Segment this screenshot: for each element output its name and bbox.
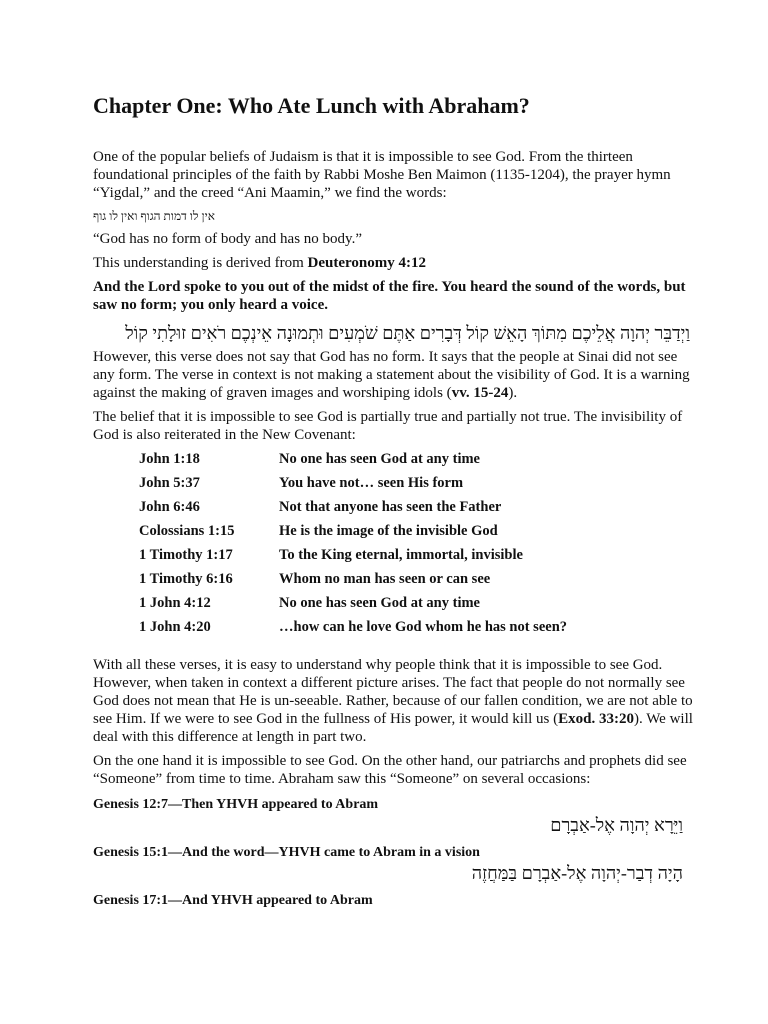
verse-text: He is the image of the invisible God bbox=[279, 523, 498, 539]
genesis-17-1-line: Genesis 17:1—And YHVH appeared to Abram bbox=[93, 893, 373, 908]
hebrew-quote bbox=[93, 208, 693, 224]
deuteronomy-hebrew: וַיְדַבֵּר יְהוָה אֲלֵיכֶם מִתּוֹךְ הָאֵשׁ קוֹל דְּבָרִים אַתֶּם שֹׁמְעִים וּתְמוּנָה אֵינְכֶם רֹאִים זוּלָתִי קוֹל bbox=[125, 323, 690, 343]
verse-reference: Colossians 1:15 bbox=[139, 523, 235, 539]
table-row bbox=[139, 522, 567, 546]
verse-text: No one has seen God at any time bbox=[279, 595, 480, 611]
verse-text: To the King eternal, immortal, invisible bbox=[279, 547, 523, 563]
verse-reference: John 5:37 bbox=[139, 475, 200, 491]
verse-reference: 1 Timothy 1:17 bbox=[139, 547, 233, 563]
table-row bbox=[139, 618, 567, 642]
deuteronomy-verse: And the Lord spoke to you out of the midst of the fire. You heard the sound of the words, but saw no form; you only heard a voice. bbox=[93, 279, 686, 313]
verse-text: Whom no man has seen or can see bbox=[279, 571, 491, 587]
verse-reference: 1 John 4:12 bbox=[139, 595, 211, 611]
hebrew-quote-text: אין לו דמות הגוף ואין לו גוף bbox=[93, 209, 215, 223]
genesis-15-1-line: Genesis 15:1—And the word—YHVH came to Abram in a vision bbox=[93, 845, 480, 860]
derivation-text: This understanding is derived from bbox=[93, 255, 308, 271]
table-row bbox=[139, 546, 567, 570]
patriarchs-paragraph: On the one hand it is impossible to see God. On the other hand, our patriarchs and prophets did see “Someone” from time to time. Abraham saw this “Someone” on several occasions: bbox=[93, 753, 687, 787]
table-row bbox=[139, 570, 567, 594]
deuteronomy-ref: Deuteronomy 4:12 bbox=[307, 255, 427, 271]
exodus-ref: Exod. 33:20 bbox=[558, 711, 634, 727]
verse-text: You have not… seen His form bbox=[279, 475, 464, 491]
chapter-title: Chapter One: Who Ate Lunch with Abraham? bbox=[93, 93, 530, 118]
belief-paragraph: The belief that it is impossible to see God is partially true and partially not true. The invisibility of God is also reiterated in the New Covenant: bbox=[93, 409, 683, 443]
context-text: With all these verses, it is easy to understand why people think that it is impossible to see God. However, when taken in context a different picture arises. The fact that people do not normally see God does not mean that He is un-seeable. Rather, because of our fallen condition, we are not able to see Him. If we were to see God in the fullness of His power, it would kill us ( bbox=[93, 657, 693, 727]
context-paragraph bbox=[93, 656, 693, 746]
verse-text: …how can he love God whom he has not seen? bbox=[279, 619, 568, 635]
table-row bbox=[139, 450, 567, 474]
verse-reference: 1 Timothy 6:16 bbox=[139, 571, 233, 587]
new-covenant-references bbox=[139, 450, 567, 642]
table-row bbox=[139, 474, 567, 498]
genesis-12-7-hebrew: וַיֵּרָא יְהוָה אֶל-אַבְרָם bbox=[550, 815, 683, 835]
however-text: However, this verse does not say that God has no form. It says that the people at Sinai did not see any form. The verse in context is not making a statement about the visibility of God. It is a warning against the making of graven images and worshiping idols ( bbox=[93, 349, 690, 401]
verse-reference: 1 John 4:20 bbox=[139, 619, 211, 635]
verse-text: Not that anyone has seen the Father bbox=[279, 499, 502, 515]
document-body bbox=[93, 148, 693, 910]
verse-reference: John 6:46 bbox=[139, 499, 200, 515]
verses-ref: vv. 15-24 bbox=[451, 385, 509, 401]
quote-translation: “God has no form of body and has no body.” bbox=[93, 231, 362, 247]
genesis-15-1-hebrew: הָיָה דְבַר-יְהוָה אֶל-אַבְרָם בַּמַּחֲזֶה bbox=[471, 863, 683, 883]
derivation-paragraph bbox=[93, 254, 693, 272]
however-end: ). bbox=[508, 385, 518, 401]
context-end: ). We will deal with this difference at length in part two. bbox=[93, 711, 693, 745]
verse-reference: John 1:18 bbox=[139, 451, 200, 467]
verse-text: No one has seen God at any time bbox=[279, 451, 480, 467]
intro-paragraph: One of the popular beliefs of Judaism is that it is impossible to see God. From the thirteen foundational principles of the faith by Rabbi Moshe Ben Maimon (1135-1204), the prayer hymn “Yigdal,” and the creed “Ani Maamin,” we find the words: bbox=[93, 149, 671, 201]
genesis-12-7-line: Genesis 12:7—Then YHVH appeared to Abram bbox=[93, 797, 379, 812]
table-row bbox=[139, 498, 567, 522]
however-paragraph bbox=[93, 348, 693, 402]
table-row bbox=[139, 594, 567, 618]
